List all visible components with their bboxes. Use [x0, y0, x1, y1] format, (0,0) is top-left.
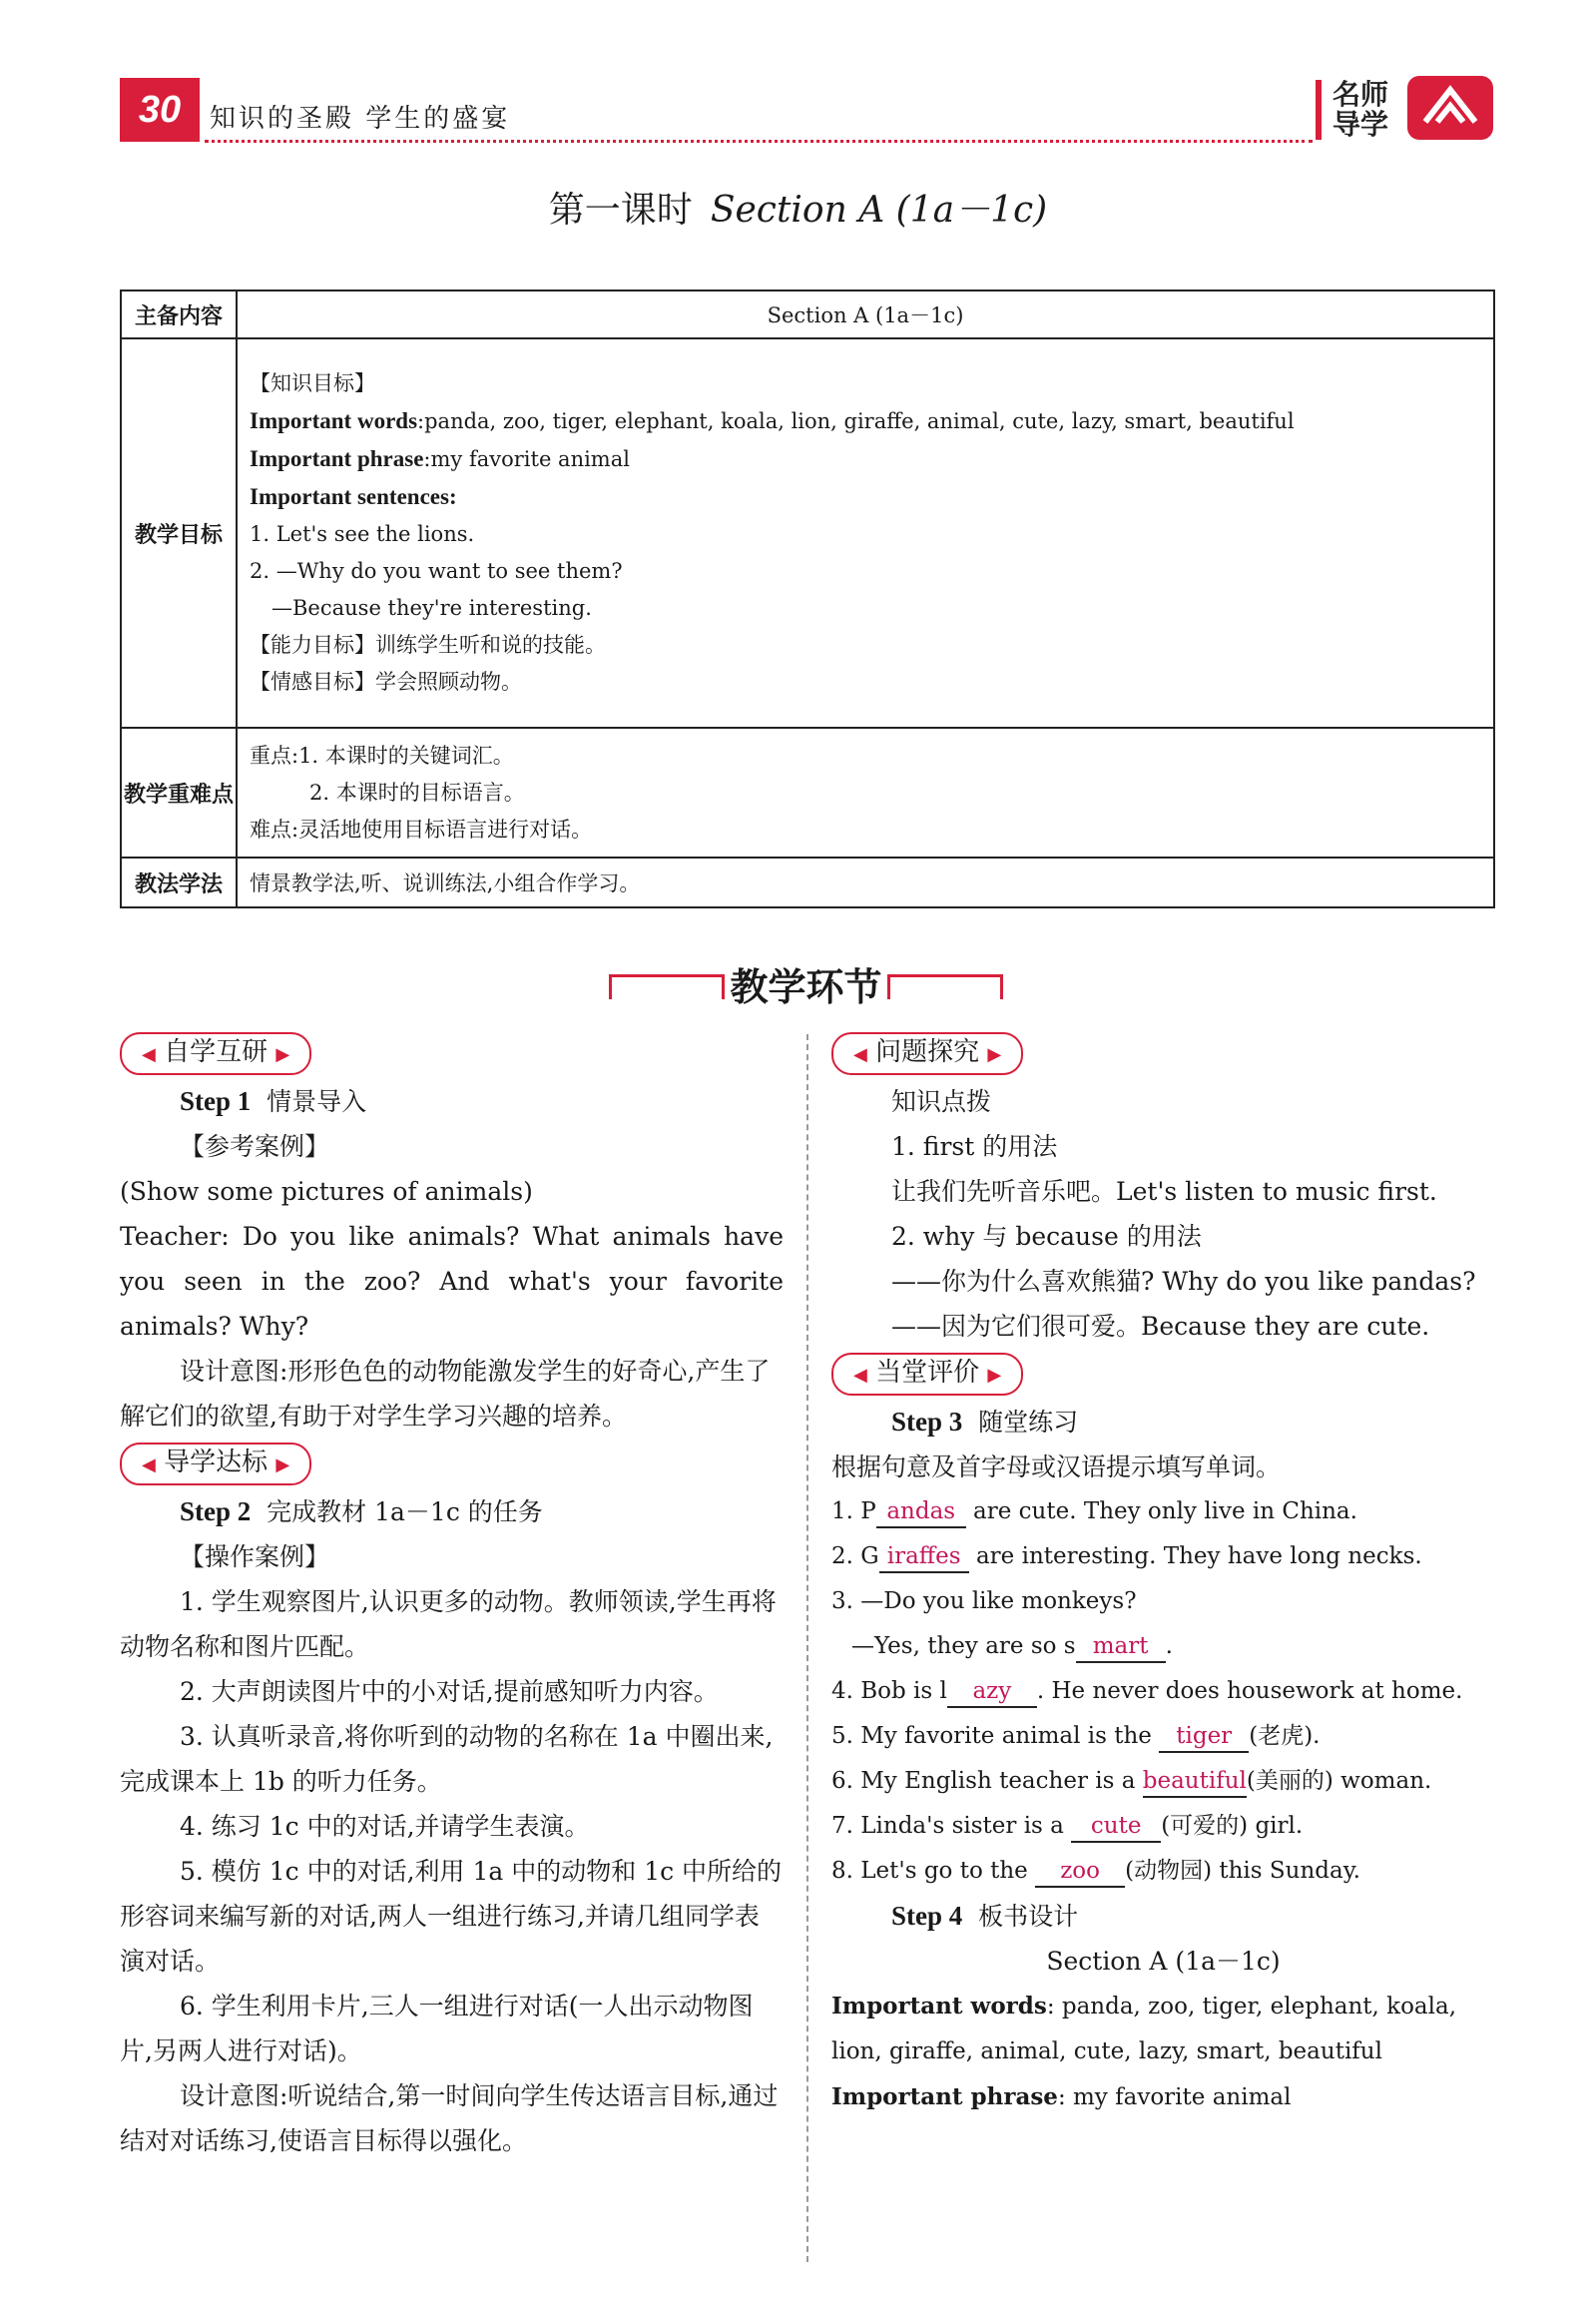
exercise-7 — [831, 1804, 1495, 1849]
ref-case: 【参考案例】 — [180, 1132, 330, 1161]
exercise-3b — [831, 1624, 1495, 1669]
row-label-methods: 教法学法 — [121, 858, 237, 907]
tag-assessment — [831, 1353, 1023, 1396]
exercise-6 — [831, 1759, 1495, 1804]
header-slogan: 知识的圣殿 学生的盛宴 — [210, 104, 511, 134]
step-2 — [120, 1489, 784, 1534]
tag-self-study — [120, 1032, 311, 1075]
knowledge-points: 知识点拨 — [891, 1087, 992, 1116]
lesson-title-cn: 第一课时 — [548, 190, 693, 231]
arrow-right-icon: ▶ — [987, 1044, 1002, 1065]
step-4-title: 板书设计 — [978, 1902, 1079, 1931]
brand-line-1: 名师 — [1332, 78, 1389, 111]
answer-7: cute — [1071, 1811, 1161, 1843]
q7-suffix: (可爱的) girl. — [1161, 1813, 1304, 1839]
step-1-title: 情景导入 — [266, 1087, 367, 1116]
difficulty: 难点:灵活地使用目标语言进行对话。 — [250, 817, 593, 842]
op-item-2: 2. 大声朗读图片中的小对话,提前感知听力内容。 — [180, 1677, 719, 1706]
important-sentences — [250, 478, 1481, 516]
board-phrase — [831, 2074, 1495, 2120]
important-phrase — [250, 440, 1481, 478]
sentence-2: 2. —Why do you want to see them? — [250, 559, 623, 583]
tag-guided-learning — [120, 1443, 311, 1485]
board-words-list: : panda, zoo, tiger, elephant, koala, lion, giraffe, animal, cute, lazy, smart, beautiful — [831, 1994, 1457, 2064]
arrow-left-icon: ◀ — [142, 1044, 156, 1065]
board-phrase-label: Important phrase — [831, 2083, 1058, 2110]
row-value-content: Section A (1a－1c) — [237, 290, 1494, 338]
knowledge-1-example: 让我们先听音乐吧。Let's listen to music first. — [891, 1177, 1437, 1206]
step-4 — [831, 1894, 1495, 1939]
table-row — [121, 858, 1494, 907]
arrow-left-icon: ◀ — [853, 1365, 867, 1386]
arrow-right-icon: ▶ — [275, 1044, 290, 1065]
board-words-label: Important words — [831, 1993, 1047, 2020]
board-phrase-text: : my favorite animal — [1057, 2084, 1292, 2110]
column-divider — [806, 1034, 808, 2262]
op-case: 【操作案例】 — [180, 1542, 330, 1571]
sentences-label: Important sentences: — [250, 484, 457, 509]
answer-5: tiger — [1159, 1721, 1249, 1753]
right-column — [831, 1028, 1495, 2120]
knowledge-2: 2. why 与 because 的用法 — [891, 1222, 1202, 1251]
step-1-label: Step 1 — [180, 1086, 252, 1116]
step-4-label: Step 4 — [891, 1901, 963, 1931]
q3-prefix: —Yes, they are so s — [851, 1633, 1076, 1659]
board-title: Section A (1a－1c) — [1046, 1947, 1281, 1976]
q6-suffix: (美丽的) woman. — [1246, 1768, 1432, 1794]
sentence-3: —Because they're interesting. — [271, 596, 592, 620]
row-value-objectives — [237, 338, 1494, 728]
q7-prefix: 7. Linda's sister is a — [831, 1813, 1064, 1839]
answer-8: zoo — [1035, 1856, 1125, 1888]
header-divider — [205, 140, 1313, 143]
lesson-title-en: Section A (1a－1c) — [710, 190, 1048, 231]
show-pictures: (Show some pictures of animals) — [120, 1177, 533, 1206]
arrow-right-icon: ▶ — [275, 1454, 290, 1475]
page-number: 30 — [120, 78, 200, 142]
answer-3: mart — [1076, 1631, 1166, 1663]
brand-line-2: 导学 — [1332, 108, 1389, 141]
row-label-key-points: 教学重难点 — [121, 728, 237, 858]
answer-1: andas — [876, 1496, 966, 1528]
row-label-objectives: 教学目标 — [121, 338, 237, 728]
words-label: Important words — [250, 408, 418, 433]
lesson-plan-table — [120, 290, 1495, 908]
answer-6: beautiful — [1143, 1766, 1247, 1798]
arrow-left-icon: ◀ — [142, 1454, 156, 1475]
q6-prefix: 6. My English teacher is a — [831, 1768, 1136, 1794]
brand-bar — [1316, 80, 1322, 140]
exercise-instruction: 根据句意及首字母或汉语提示填写单词。 — [831, 1452, 1282, 1481]
op-item-5: 5. 模仿 1c 中的对话,利用 1a 中的动物和 1c 中所给的形容词来编写新的对话,两人一组进行练习,并请几组同学表演对话。 — [120, 1857, 783, 1976]
arrow-left-icon: ◀ — [853, 1044, 867, 1065]
phrase-label: Important phrase — [250, 446, 424, 471]
words-list: :panda, zoo, tiger, elephant, koala, lion, giraffe, animal, cute, lazy, smart, beautiful — [417, 409, 1295, 433]
answer-2: iraffes — [879, 1541, 969, 1573]
important-words — [250, 402, 1481, 440]
emotion-objective: 【情感目标】学会照顾动物。 — [250, 670, 522, 694]
phrase-text: :my favorite animal — [423, 447, 630, 471]
knowledge-2-example-2: ——因为它们很可爱。Because they are cute. — [891, 1312, 1430, 1341]
row-label-content: 主备内容 — [121, 290, 237, 338]
exercise-5 — [831, 1714, 1495, 1759]
answer-4: azy — [947, 1676, 1037, 1708]
op-item-6: 6. 学生利用卡片,三人一组进行对话(一人出示动物图片,另两人进行对话)。 — [120, 1992, 754, 2065]
q3-suffix: . — [1165, 1633, 1173, 1659]
exercise-3a: 3. —Do you like monkeys? — [831, 1588, 1137, 1614]
tag-self-study-label: 自学互研 — [164, 1037, 268, 1067]
knowledge-tag: 【知识目标】 — [250, 371, 375, 395]
table-row — [121, 290, 1494, 338]
exercise-8 — [831, 1849, 1495, 1894]
exercise-1 — [831, 1489, 1495, 1534]
key-point-2: 2. 本课时的目标语言。 — [309, 780, 525, 805]
op-item-1: 1. 学生观察图片,认识更多的动物。教师领读,学生再将动物名称和图片匹配。 — [120, 1587, 777, 1661]
q8-suffix: (动物园) this Sunday. — [1125, 1858, 1360, 1884]
step-3 — [831, 1400, 1495, 1445]
tag-guided-learning-label: 导学达标 — [164, 1448, 268, 1477]
step-3-label: Step 3 — [891, 1407, 963, 1437]
row-value-methods: 情景教学法,听、说训练法,小组合作学习。 — [237, 858, 1494, 907]
ability-objective: 【能力目标】训练学生听和说的技能。 — [250, 633, 606, 657]
knowledge-2-example-1: ——你为什么喜欢熊猫? Why do you like pandas? — [891, 1267, 1476, 1296]
step-3-title: 随堂练习 — [978, 1408, 1079, 1437]
tag-inquiry — [831, 1032, 1023, 1075]
step-1 — [120, 1079, 784, 1124]
op-item-3: 3. 认真听录音,将你听到的动物的名称在 1a 中圈出来,完成课本上 1b 的听力任务。 — [120, 1722, 774, 1796]
tag-inquiry-label: 问题探究 — [875, 1037, 980, 1067]
q2-prefix: 2. G — [831, 1543, 879, 1569]
tag-assessment-label: 当堂评价 — [875, 1358, 980, 1388]
brand-name — [1332, 80, 1402, 140]
q2-suffix: are interesting. They have long necks. — [975, 1543, 1422, 1569]
step-2-title: 完成教材 1a－1c 的任务 — [266, 1497, 543, 1526]
row-value-key-points — [237, 728, 1494, 858]
q5-suffix: (老虎). — [1249, 1723, 1321, 1749]
teacher-question: Teacher: Do you like animals? What animals have you seen in the zoo? And what's your favorite animals? Why? — [120, 1222, 784, 1341]
step-2-label: Step 2 — [180, 1496, 252, 1526]
key-point-1: 重点:1. 本课时的关键词汇。 — [250, 743, 514, 768]
op-item-4: 4. 练习 1c 中的对话,并请学生表演。 — [180, 1812, 590, 1841]
exercise-2 — [831, 1534, 1495, 1579]
q8-prefix: 8. Let's go to the — [831, 1858, 1028, 1884]
brand-logo-icon — [1407, 76, 1493, 140]
design-intent-1: 设计意图:形形色色的动物能激发学生的好奇心,产生了解它们的欲望,有助于对学生学习兴趣的培养。 — [120, 1357, 771, 1431]
q1-suffix: are cute. They only live in China. — [973, 1498, 1357, 1524]
lesson-title — [0, 182, 1596, 233]
knowledge-1: 1. first 的用法 — [891, 1132, 1058, 1161]
table-row — [121, 728, 1494, 858]
left-column — [120, 1028, 784, 2163]
q4-suffix: . He never does housework at home. — [1036, 1678, 1463, 1704]
q1-prefix: 1. P — [831, 1498, 876, 1524]
q4-prefix: 4. Bob is l — [831, 1678, 947, 1704]
table-row — [121, 338, 1494, 728]
design-intent-2: 设计意图:听说结合,第一时间向学生传达语言目标,通过结对对话练习,使语言目标得以强化。 — [120, 2081, 779, 2155]
exercise-4 — [831, 1669, 1495, 1714]
arrow-right-icon: ▶ — [987, 1365, 1002, 1386]
q5-prefix: 5. My favorite animal is the — [831, 1723, 1152, 1749]
section-title: 教学环节 — [730, 965, 882, 1009]
board-words — [831, 1984, 1495, 2074]
sentence-1: 1. Let's see the lions. — [250, 522, 475, 546]
section-header — [609, 956, 1003, 1012]
